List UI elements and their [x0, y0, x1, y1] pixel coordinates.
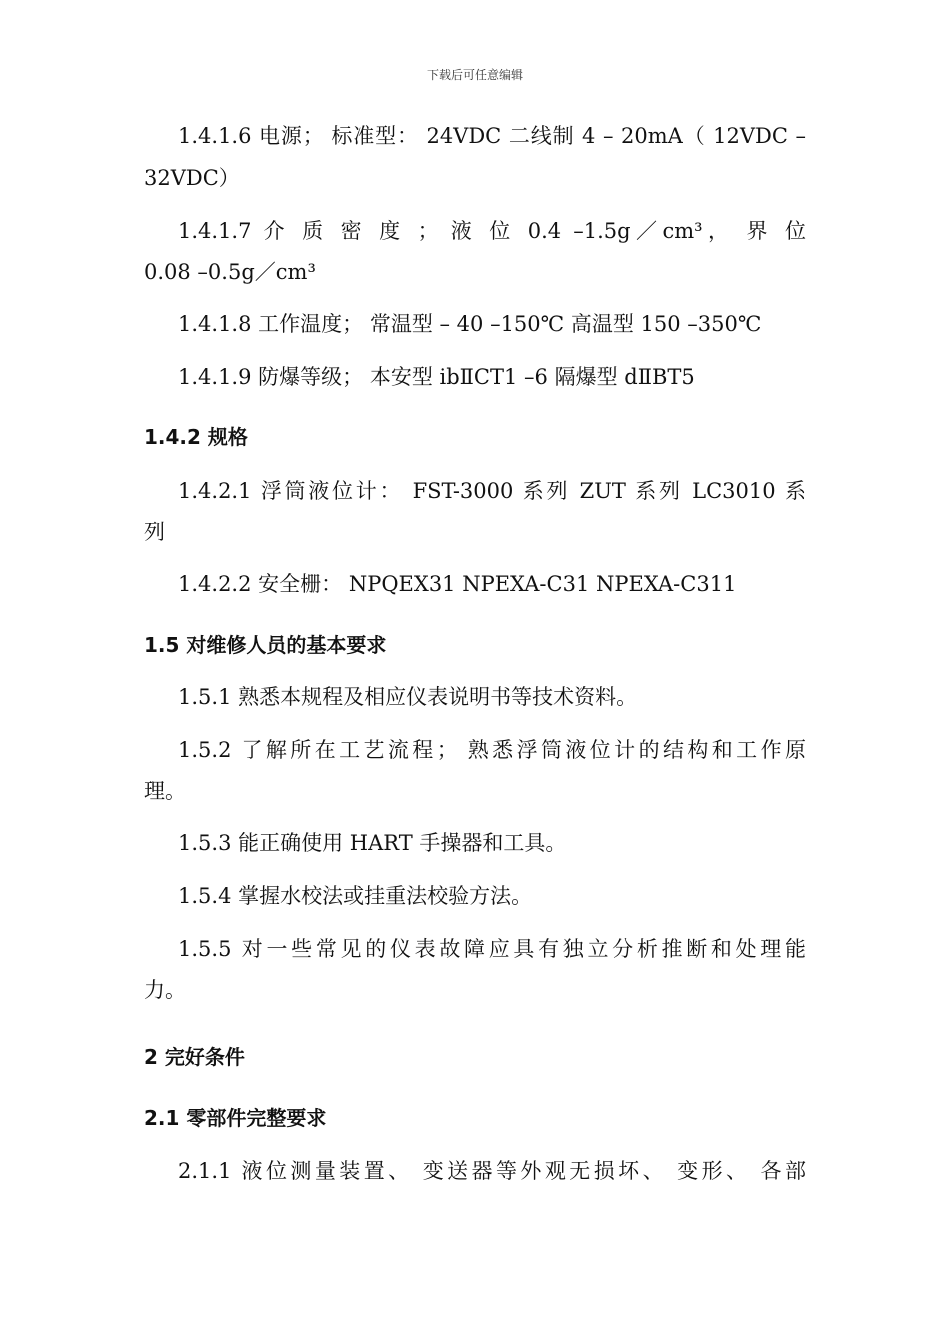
para-1-5-2-line-2: 理。 [144, 779, 186, 803]
para-1-5-1: 1.5.1 熟悉本规程及相应仪表说明书等技术资料。 [178, 685, 638, 709]
para-1-5-4: 1.5.4 掌握水校法或挂重法校验方法。 [178, 884, 533, 908]
para-1-5-2-line-1: 1.5.2 了解所在工艺流程； 熟悉浮筒液位计的结构和工作原 [178, 738, 806, 762]
heading-1-5: 1.5 对维修人员的基本要求 [144, 633, 387, 657]
para-1-4-2-2: 1.4.2.2 安全栅： NPQEX31 NPEXA-C31 NPEXA-C311 [178, 572, 737, 596]
para-2-1-1-line-1: 2.1.1 液位测量装置、 变送器等外观无损坏、 变形、 各部 [178, 1159, 806, 1183]
para-1-4-1-9: 1.4.1.9 防爆等级； 本安型 ibⅡCT1 –6 隔爆型 dⅡBT5 [178, 365, 695, 389]
para-1-4-1-6-line-2: 32VDC） [144, 166, 240, 190]
heading-2: 2 完好条件 [144, 1045, 245, 1069]
para-1-5-3: 1.5.3 能正确使用 HART 手操器和工具。 [178, 831, 567, 855]
para-1-4-1-7-line-2: 0.08 –0.5g／cm³ [144, 260, 316, 284]
para-1-5-5-line-1: 1.5.5 对一些常见的仪表故障应具有独立分析推断和处理能 [178, 937, 806, 961]
para-1-4-1-8: 1.4.1.8 工作温度； 常温型 – 40 –150℃ 高温型 150 –350℃ [178, 312, 762, 336]
para-1-4-1-7-line-1: 1.4.1.7 介 质 密 度 ； 液 位 0.4 –1.5g／cm³， 界 位 [178, 219, 806, 243]
para-1-5-5-line-2: 力。 [144, 978, 186, 1002]
para-1-4-2-1-line-1: 1.4.2.1 浮筒液位计： FST-3000 系列 ZUT 系列 LC3010 系 [178, 479, 806, 503]
page-header: 下载后可任意编辑 [426, 68, 523, 82]
heading-1-4-2: 1.4.2 规格 [144, 425, 248, 449]
para-1-4-2-1-line-2: 列 [144, 520, 165, 544]
heading-2-1: 2.1 零部件完整要求 [144, 1106, 327, 1130]
para-1-4-1-6-line-1: 1.4.1.6 电源； 标准型： 24VDC 二线制 4 – 20mA（ 12VDC – [178, 124, 806, 148]
